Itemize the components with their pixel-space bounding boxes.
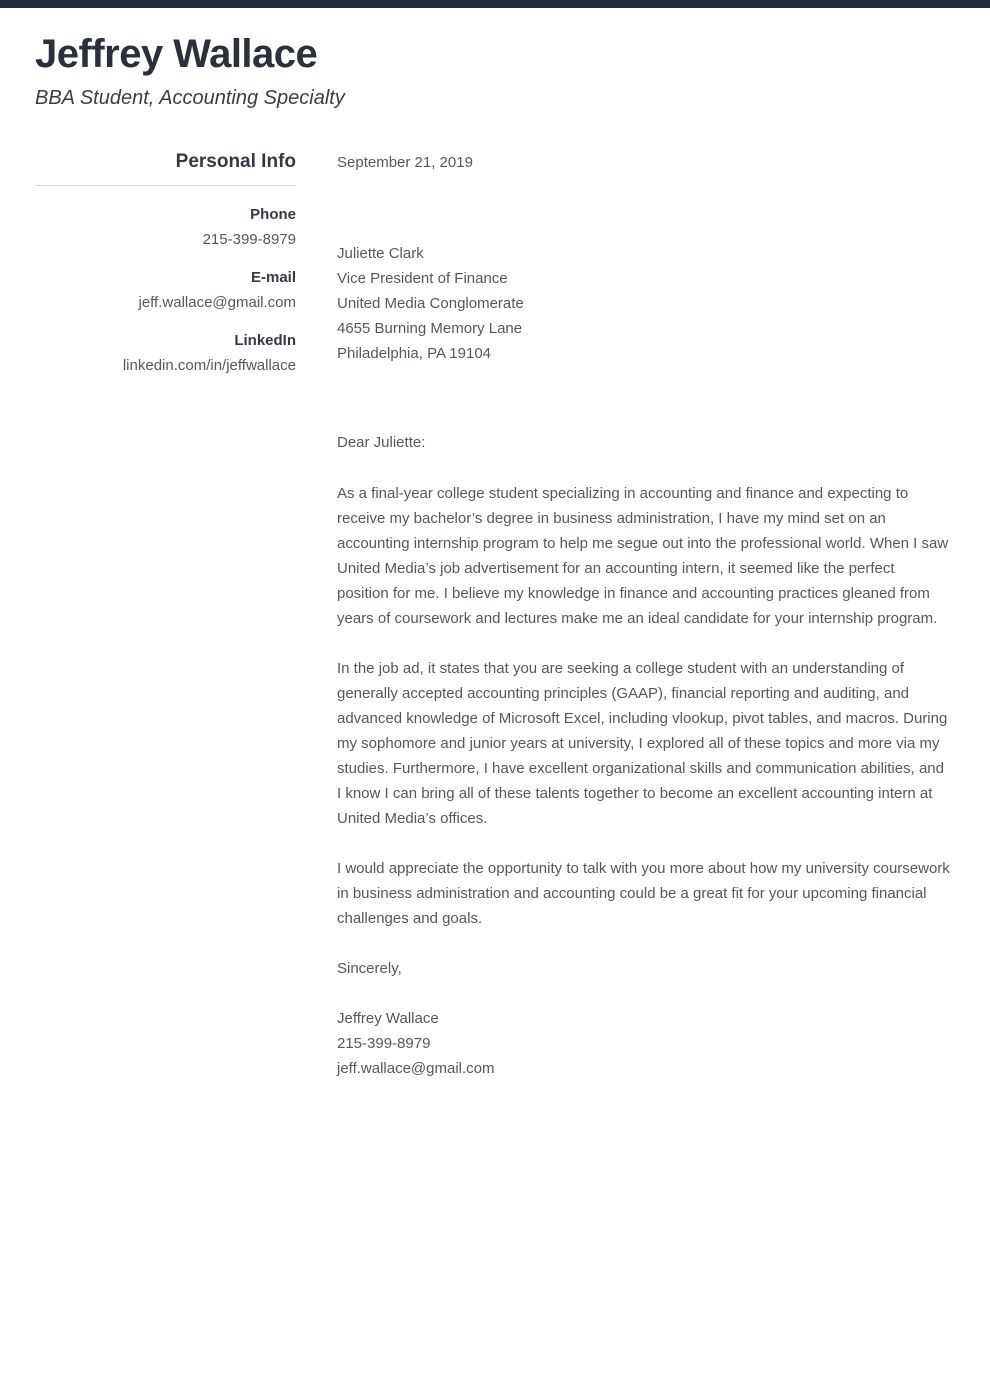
recipient-company: United Media Conglomerate — [337, 295, 524, 312]
phone-label: Phone — [250, 206, 296, 223]
body-paragraph-2: In the job ad, it states that you are seeking a college student with an understanding of generally accepted accounting principles (GAAP), financial reporting and auditing, and advanced knowledge of Microsoft Excel, including vlookup, pivot tables, and macros. During my sophomore and junior years at university, I explored all of these topics and more via my studies. Furthermore, I have excellent organizational skills and communication abilities, and I know I can bring all of these talents together to become an excellent accounting intern at United Media’s offices. — [337, 660, 948, 827]
document-header — [0, 8, 990, 110]
contact-item-linkedin — [35, 332, 296, 375]
person-name: Jeffrey Wallace — [35, 32, 318, 76]
letter-date: September 21, 2019 — [337, 154, 473, 171]
linkedin-label: LinkedIn — [234, 332, 296, 349]
contact-item-phone — [35, 206, 296, 249]
recipient-city: Philadelphia, PA 19104 — [337, 345, 492, 362]
linkedin-value: linkedin.com/in/jeffwallace — [122, 357, 296, 374]
content-columns — [0, 150, 990, 1106]
signature-name: Jeffrey Wallace — [337, 1010, 439, 1027]
recipient-title: Vice President of Finance — [337, 270, 508, 287]
recipient-name: Juliette Clark — [337, 245, 424, 262]
signature-email: jeff.wallace@gmail.com — [337, 1060, 495, 1077]
personal-info-sidebar — [35, 150, 296, 375]
recipient-block — [337, 241, 950, 366]
email-value: jeff.wallace@gmail.com — [138, 294, 296, 311]
signature-block — [337, 1006, 950, 1081]
signature-phone: 215-399-8979 — [337, 1035, 431, 1052]
salutation: Dear Juliette: — [337, 434, 426, 451]
contact-item-email — [35, 269, 296, 312]
personal-info-heading: Personal Info — [35, 150, 296, 186]
body-paragraph-1: As a final-year college student specializing in accounting and finance and expecting to receive my bachelor’s degree in business administration, I have my mind set on an accounting internship program to help me segue out into the professional world. When I saw United Media’s job advertisement for an accounting intern, it seemed like the perfect position for me. I believe my knowledge in finance and accounting practices gleaned from years of coursework and lectures make me an ideal candidate for your internship program. — [337, 485, 949, 627]
person-job-title: BBA Student, Accounting Specialty — [35, 87, 345, 109]
body-paragraph-3: I would appreciate the opportunity to talk with you more about how my university coursework in business administration and accounting could be a great fit for your upcoming financial challenges and goals. — [337, 860, 950, 927]
closing: Sincerely, — [337, 960, 402, 977]
top-accent-bar — [0, 0, 990, 8]
email-label: E-mail — [250, 269, 296, 286]
letter-body — [337, 150, 950, 1106]
recipient-street: 4655 Burning Memory Lane — [337, 320, 523, 337]
phone-value: 215-399-8979 — [202, 231, 296, 248]
